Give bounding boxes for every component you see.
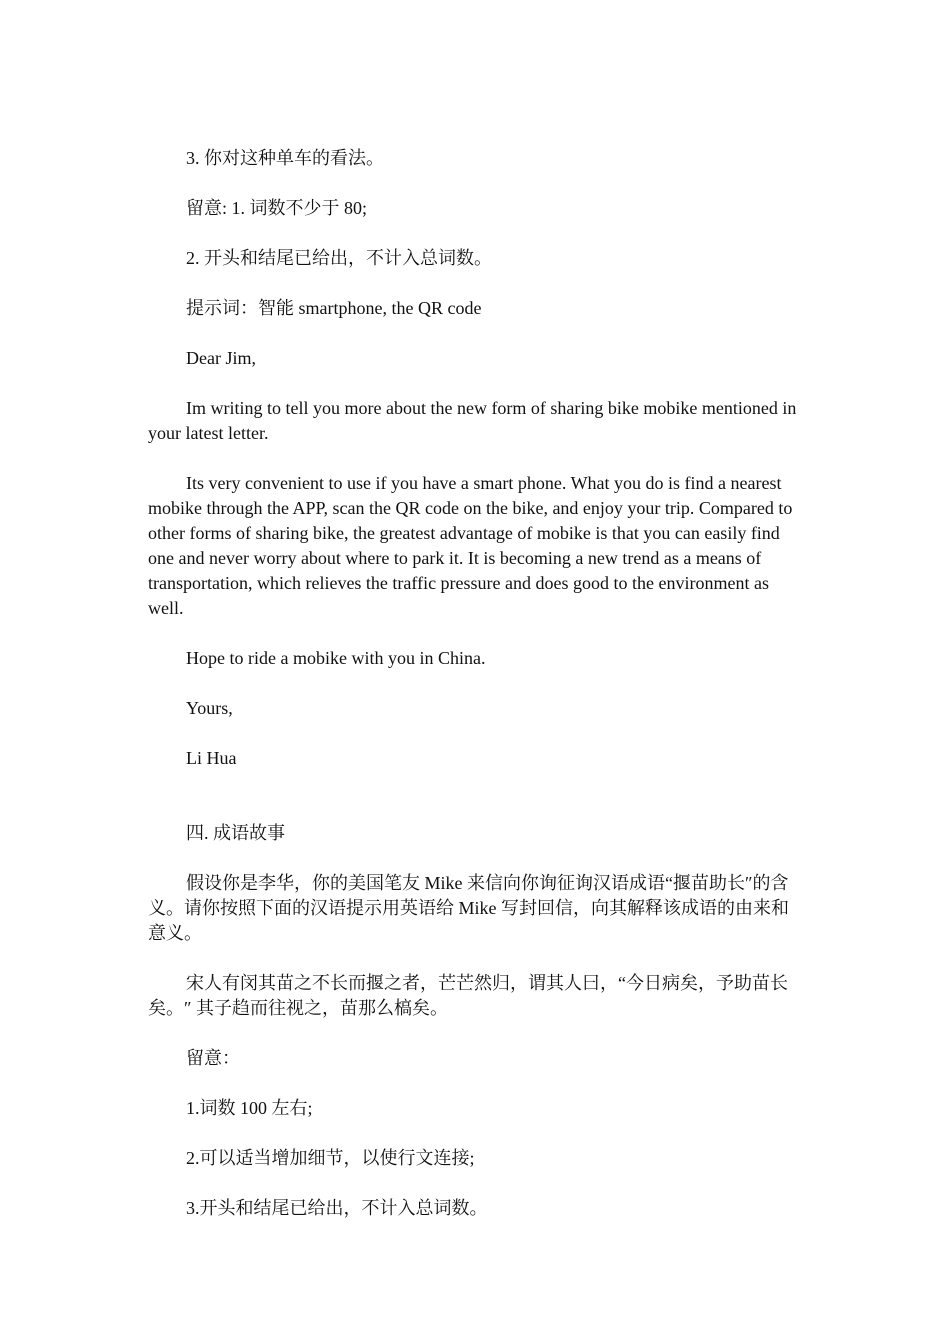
document-page	[148, 146, 800, 1246]
letter-paragraph-1: Im writing to tell you more about the new form of sharing bike mobike mentioned in your latest letter.	[148, 398, 797, 443]
note-opening-closing: 2. 开头和结尾已给出，不计入总词数。	[186, 248, 492, 268]
note-word-count: 留意: 1. 词数不少于 80;	[186, 198, 368, 218]
letter-closing: Yours,	[186, 698, 233, 718]
notes-label: 留意：	[186, 1048, 240, 1068]
section-gap	[148, 796, 800, 821]
letter-paragraph-3: Hope to ride a mobike with you in China.	[186, 648, 486, 668]
letter-paragraph-2: Its very convenient to use if you have a smart phone. What you do is find a nearest mobike through the APP, scan the QR code on the bike, and enjoy your trip. Compared to other forms of sharing bike, the greatest advantage of mobike is that you can easily find one and never worry about where to park it. It is becoming a new trend as a means of transportation, which relieves the traffic pressure and does good to the environment as well.	[148, 473, 793, 618]
letter-signature: Li Hua	[186, 748, 237, 768]
hint-words: 提示词：智能 smartphone, the QR code	[186, 298, 482, 318]
note-item-1: 1.词数 100 左右;	[186, 1098, 313, 1118]
idiom-story-text: 宋人有闵其苗之不长而揠之者，芒芒然归，谓其人曰，“今日病矣，予助苗长矣。″ 其子趋而往视之，苗那么槁矣。	[148, 973, 788, 1018]
letter-greeting: Dear Jim,	[186, 348, 256, 368]
idiom-prompt: 假设你是李华，你的美国笔友 Mike 来信向你询征询汉语成语“揠苗助长″的含义。请你按照下面的汉语提示用英语给 Mike 写封回信，向其解释该成语的由来和意义。	[148, 873, 789, 943]
note-item-3: 3.开头和结尾已给出，不计入总词数。	[186, 1198, 488, 1218]
requirement-item-3: 3. 你对这种单车的看法。	[186, 148, 384, 168]
section-heading-idiom-story: 四. 成语故事	[186, 823, 285, 843]
note-item-2: 2.可以适当增加细节，以使行文连接;	[186, 1148, 475, 1168]
